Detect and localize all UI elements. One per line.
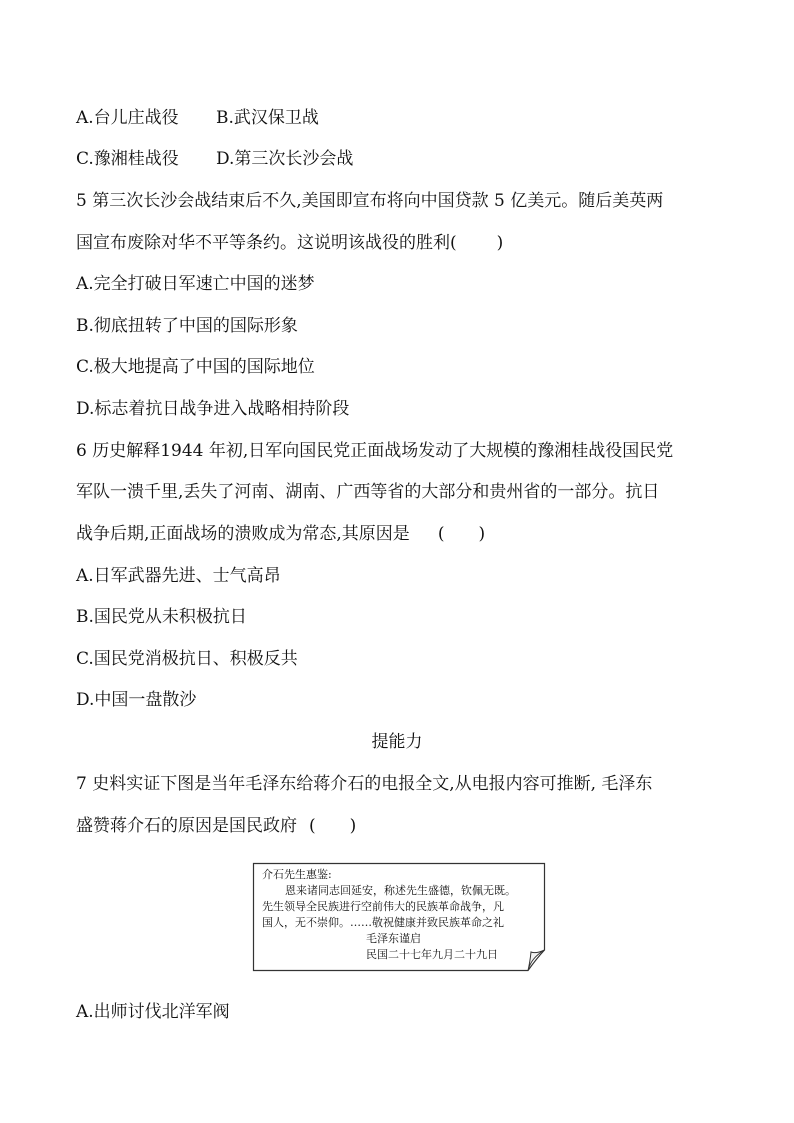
q7-answer-paren: ( ) [309,816,357,836]
telegram-salutation: 介石先生惠鉴: [262,868,332,881]
q6-answer-paren: ( ) [437,524,486,544]
q6-stem-line-2: 军队一溃千里,丢失了河南、湖南、广西等省的大部分和贵州省的一部分。抗日 [76,482,660,502]
q5-paren-close: ) [496,233,504,253]
q6-stem-text: 战争后期,正面战场的溃败成为常态,其原因是 [76,524,410,544]
q5-option-d: D.标志着抗日战争进入战略相持阶段 [76,399,350,419]
q4-option-c: C.豫湘桂战役 [76,149,179,169]
q5-stem-line-2 [76,231,503,255]
telegram-figure [252,862,546,972]
q6-stem-line-1: 6 历史解释1944 年初,日军向国民党正面战场发动了大规模的豫湘桂战役国民党 [76,441,674,461]
q5-stem-line-1: 5 第三次长沙会战结束后不久,美国即宣布将向中国贷款 5 亿美元。随后美英两 [76,191,664,211]
q7-stem-line-1: 7 史料实证下图是当年毛泽东给蒋介石的电报全文,从电报内容可推断, 毛泽东 [76,774,653,794]
q6-option-c: C.国民党消极抗日、积极反共 [76,649,298,669]
q5-stem-text: 国宣布废除对华不平等条约。这说明该战役的胜利( [76,233,457,253]
q7-stem-text: 盛赞蒋介石的原因是国民政府 [76,816,297,836]
q7-stem-line-2 [76,814,356,838]
telegram-date: 民国二十七年九月二十九日 [366,948,498,961]
q4-options-row-1 [76,106,319,130]
q5-option-c: C.极大地提高了中国的国际地位 [76,357,315,377]
q7-option-a: A.出师讨伐北洋军阀 [76,1002,230,1022]
telegram-line-1: 恩来诸同志回延安，称述先生盛德，钦佩无既。 [285,884,516,897]
q4-option-b: B.武汉保卫战 [216,108,319,128]
q4-options-row-2 [76,147,353,171]
q4-option-a: A.台儿庄战役 [76,108,179,128]
q6-option-b: B.国民党从未积极抗日 [76,607,247,627]
telegram-signature: 毛泽东谨启 [366,932,421,945]
telegram-line-3: 国人，无不崇仰。……敬祝健康并致民族革命之礼 [262,916,504,929]
q6-option-d: D.中国一盘散沙 [76,690,197,710]
q5-option-b: B.彻底扭转了中国的国际形象 [76,316,298,336]
q4-option-d: D.第三次长沙会战 [216,149,354,169]
q6-stem-line-3 [76,522,485,546]
q6-option-a: A.日军武器先进、士气高昂 [76,566,281,586]
q5-option-a: A.完全打破日军速亡中国的迷梦 [76,274,315,294]
section-title: 提能力 [371,732,423,752]
telegram-line-2: 先生领导全民族进行空前伟大的民族革命战争，凡 [262,900,504,913]
